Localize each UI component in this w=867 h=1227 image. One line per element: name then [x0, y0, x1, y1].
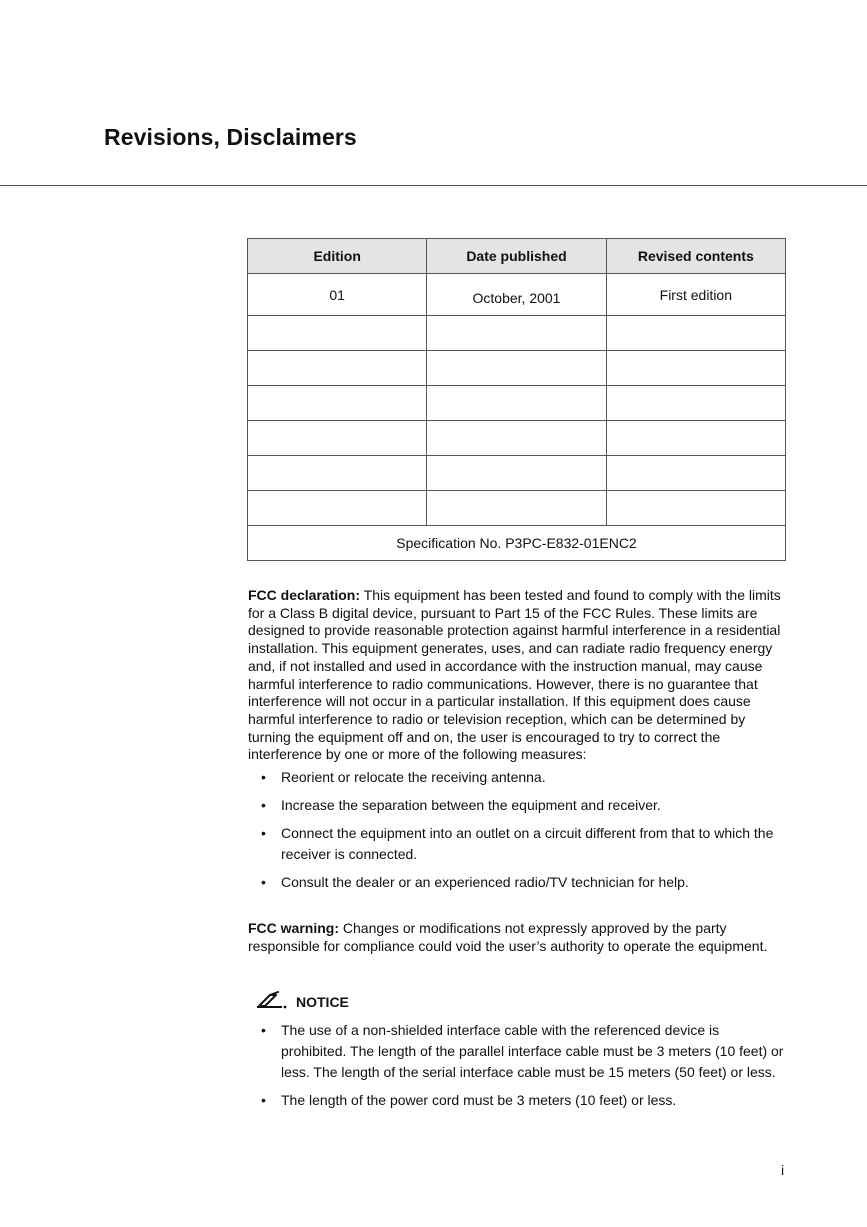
bullet: • — [261, 874, 266, 890]
fcc-measures-list — [248, 767, 788, 900]
bullet: • — [261, 769, 266, 785]
cell-date — [427, 421, 606, 456]
cell-contents — [606, 491, 785, 526]
list-item-text: Consult the dealer or an experienced radio/TV technician for help. — [281, 874, 689, 890]
table-row — [248, 421, 786, 456]
cell-contents — [606, 386, 785, 421]
list-item-text: Increase the separation between the equipment and receiver. — [281, 797, 661, 813]
cell-contents — [606, 456, 785, 491]
list-item — [248, 767, 788, 788]
cell-contents: First edition — [606, 274, 785, 316]
list-item — [248, 872, 788, 893]
bullet: • — [261, 797, 266, 813]
list-item — [248, 1020, 788, 1083]
notice-heading — [254, 991, 349, 1013]
list-item — [248, 795, 788, 816]
table-row — [248, 491, 786, 526]
list-item — [248, 823, 788, 865]
revisions-table — [247, 238, 786, 561]
fcc-warning — [248, 920, 788, 955]
fcc-declaration-label: FCC declaration: — [248, 587, 361, 603]
list-item-text: The use of a non-shielded interface cable with the referenced device is prohibited. The length of the parallel interface cable must be 3 meters (10 feet) or less. The length of the serial interface cable must be 15 meters (50 feet) or less. — [281, 1022, 784, 1080]
table-row — [248, 386, 786, 421]
list-item-text: Reorient or relocate the receiving antenna. — [281, 769, 546, 785]
table-header-row — [248, 239, 786, 274]
notice-label: NOTICE — [296, 994, 349, 1010]
specification-number: Specification No. P3PC-E832-01ENC2 — [248, 526, 786, 561]
notice-list — [248, 1020, 788, 1118]
list-item — [248, 1090, 788, 1111]
list-item-text: The length of the power cord must be 3 meters (10 feet) or less. — [281, 1092, 677, 1108]
cell-date — [427, 386, 606, 421]
list-item-text: Connect the equipment into an outlet on a circuit different from that to which the receiver is connected. — [281, 825, 774, 862]
cell-edition: 01 — [248, 274, 427, 316]
bullet: • — [261, 1092, 266, 1108]
fcc-warning-text: Changes or modifications not expressly approved by the party responsible for compliance could void the user’s authority to operate the equipment. — [248, 920, 768, 954]
table-row — [248, 316, 786, 351]
fcc-declaration — [248, 587, 788, 764]
cell-date — [427, 456, 606, 491]
fcc-warning-label: FCC warning: — [248, 920, 339, 936]
cell-edition — [248, 351, 427, 386]
table-row — [248, 274, 786, 316]
cell-edition — [248, 456, 427, 491]
cell-contents — [606, 316, 785, 351]
header-date-published: Date published — [427, 239, 606, 274]
cell-date — [427, 316, 606, 351]
page-title: Revisions, Disclaimers — [104, 124, 357, 150]
bullet: • — [261, 1022, 266, 1038]
title-divider — [0, 185, 867, 186]
cell-date — [427, 491, 606, 526]
cell-contents — [606, 351, 785, 386]
header-revised-contents: Revised contents — [606, 239, 785, 274]
cell-contents — [606, 421, 785, 456]
cell-edition — [248, 386, 427, 421]
fcc-declaration-text: This equipment has been tested and found to comply with the limits for a Class B digital device, pursuant to Part 15 of the FCC Rules. These limits are designed to provide reasonable protection against harmful interference in a residential installation. This equipment generates, uses, and can radiate radio frequency energy and, if not installed and used in accordance with the instruction manual, may cause harmful interference to radio communications. However, there is no guarantee that interference will not occur in a particular installation. If this equipment does cause harmful interference to radio or television reception, which can be determined by turning the equipment off and on, the user is encouraged to try to correct the interference by one or more of the following measures: — [248, 587, 781, 763]
specification-row — [248, 526, 786, 561]
bullet: • — [261, 825, 266, 841]
cell-edition — [248, 316, 427, 351]
cell-edition — [248, 491, 427, 526]
cell-date: October, 2001 — [427, 274, 606, 316]
pencil-notice-icon — [254, 990, 288, 1015]
cell-date — [427, 351, 606, 386]
table-row — [248, 456, 786, 491]
page-number: i — [781, 1162, 785, 1178]
header-edition: Edition — [248, 239, 427, 274]
table-row — [248, 351, 786, 386]
cell-edition — [248, 421, 427, 456]
